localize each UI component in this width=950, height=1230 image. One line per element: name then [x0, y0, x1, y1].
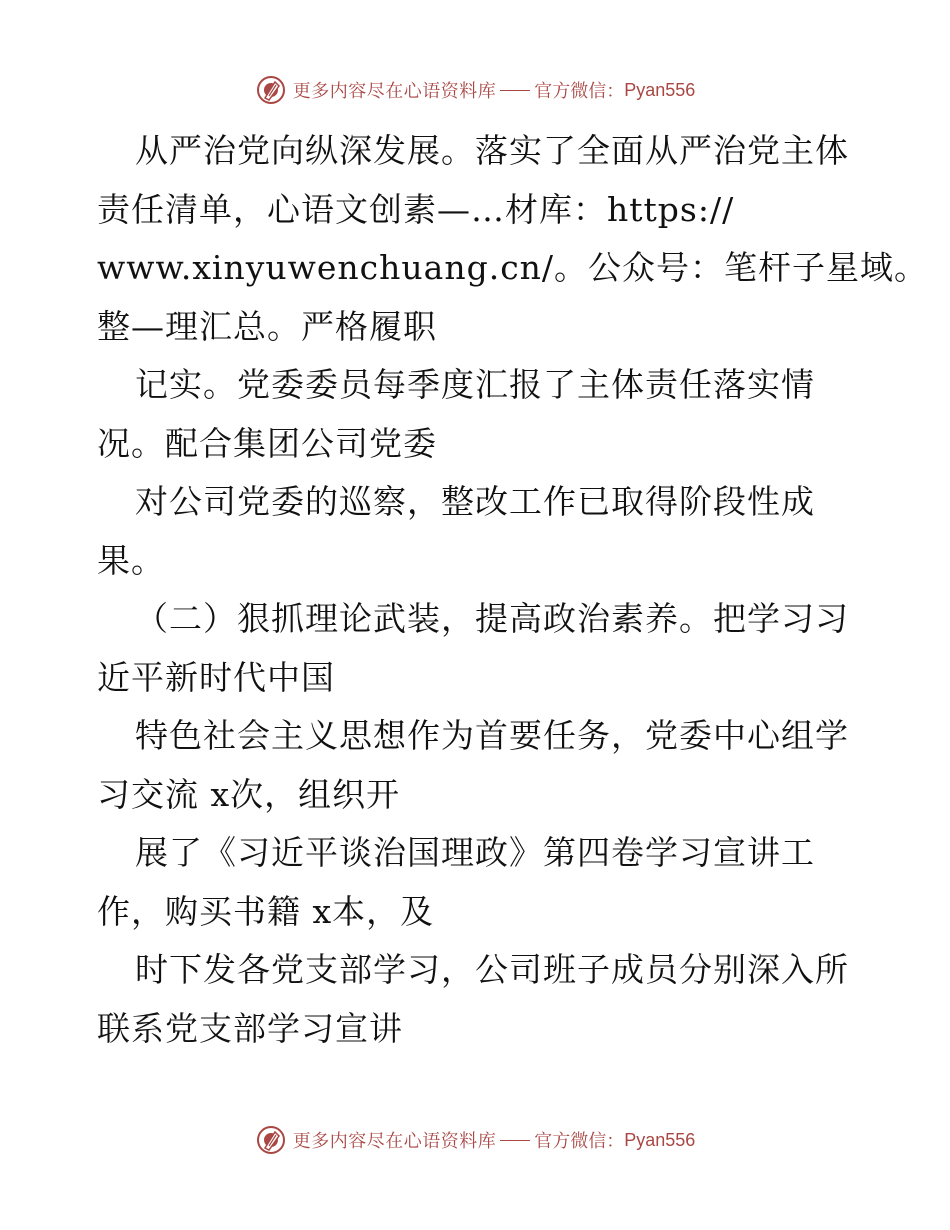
paragraph-line: 从严治党向纵深发展。落实了全面从严治党主体 — [135, 131, 849, 170]
section-heading-line: （二）狠抓理论武装，提高政治素养。把学习习 — [135, 599, 849, 638]
paragraph-line: 联系党支部学习宣讲 — [97, 1008, 403, 1048]
banner-wechat-id: Pyan556 — [624, 79, 696, 100]
paragraph-line: 果。 — [97, 540, 165, 580]
paragraph-line: 近平新时代中国 — [97, 657, 335, 697]
paragraph-line: www.xinyuwenchuang.cn/。公众号：笔杆子星域。 — [97, 248, 929, 287]
header-banner — [0, 70, 950, 110]
banner-wechat-label: 官方微信： — [534, 1131, 625, 1152]
banner-title: 更多内容尽在心语资料库 — [292, 1131, 497, 1152]
banner-divider — [500, 90, 530, 91]
paragraph-line: 况。配合集团公司党委 — [97, 423, 437, 463]
paragraph-line: 时下发各党支部学习，公司班子成员分别深入所 — [135, 950, 849, 989]
paragraph-line: 展了《习近平谈治国理政》第四卷学习宣讲工 — [135, 833, 815, 872]
pen-nib-logo-icon — [255, 74, 287, 106]
paragraph-line: 特色社会主义思想作为首要任务，党委中心组学 — [135, 716, 849, 755]
paragraph-line: 记实。党委委员每季度汇报了主体责任落实情 — [135, 365, 815, 404]
pen-nib-logo-icon — [255, 1124, 287, 1156]
paragraph-line: 责任清单，心语文创素—…材库：https:// — [97, 189, 735, 229]
paragraph-line: 整—理汇总。严格履职 — [97, 306, 437, 346]
paragraph-line: 对公司党委的巡察，整改工作已取得阶段性成 — [135, 482, 815, 521]
banner-title: 更多内容尽在心语资料库 — [292, 81, 497, 102]
footer-banner — [0, 1120, 950, 1160]
banner-wechat-label: 官方微信： — [534, 81, 625, 102]
document-body — [97, 122, 929, 1058]
banner-divider — [500, 1140, 530, 1141]
paragraph-line: 作，购买书籍 x本，及 — [97, 891, 435, 931]
paragraph-line: 习交流 x次，组织开 — [97, 774, 401, 814]
banner-wechat-id: Pyan556 — [624, 1129, 696, 1150]
